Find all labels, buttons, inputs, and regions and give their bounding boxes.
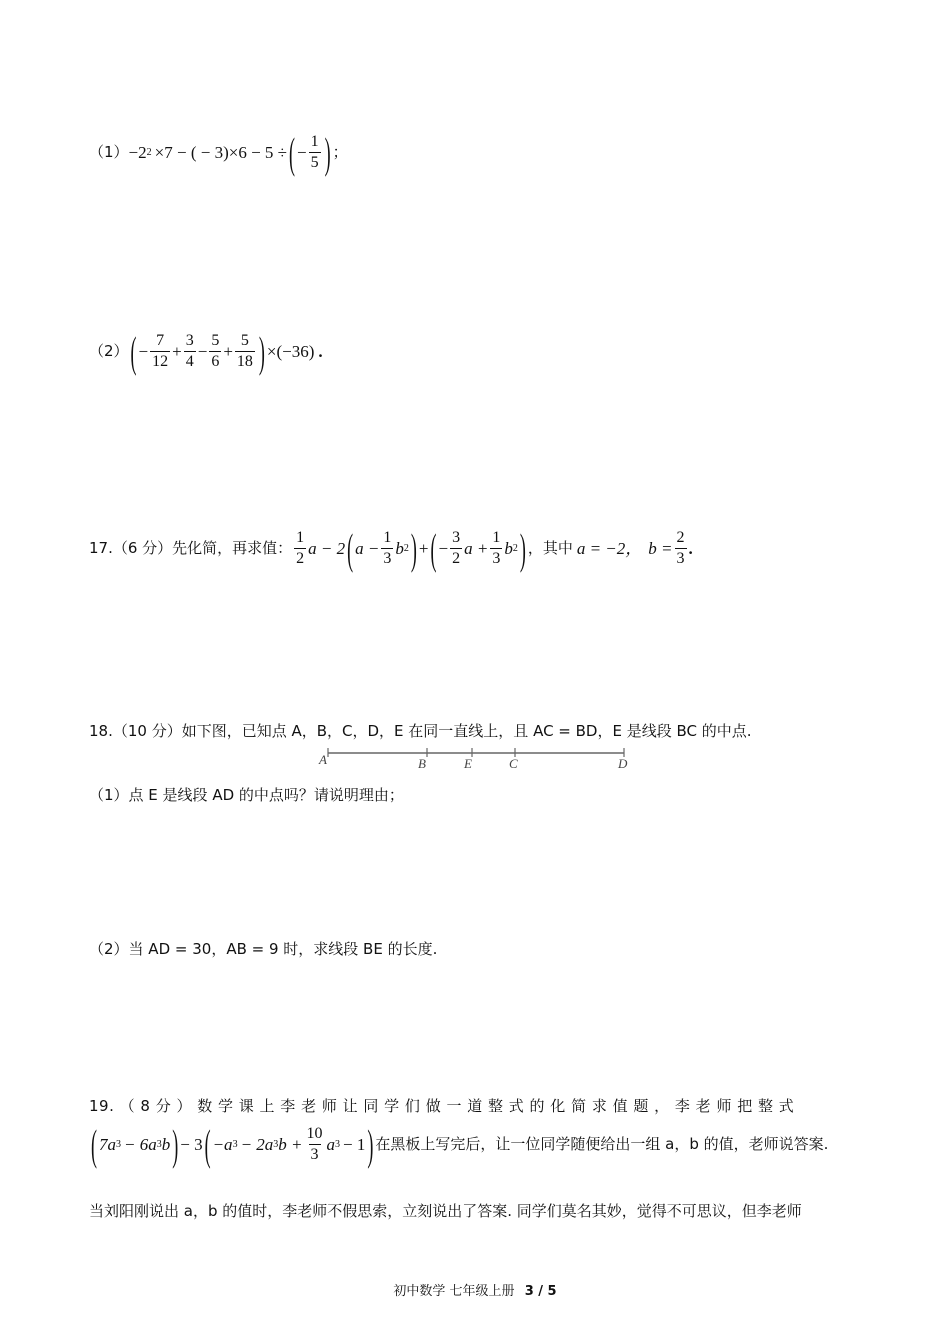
fraction-3: $\frac{3}{2}$ bbox=[452, 529, 461, 567]
minus-sign: − bbox=[438, 539, 449, 558]
minus-sign: − bbox=[296, 143, 307, 162]
var-b: b bbox=[395, 539, 404, 558]
exponent: 3 bbox=[335, 1138, 341, 1150]
expr-term: − 2a bbox=[240, 1135, 274, 1154]
condition-intro: ，其中 bbox=[527, 539, 573, 557]
point-label-c: C bbox=[509, 756, 518, 770]
condition-a: a = −2， bbox=[576, 539, 643, 558]
right-paren: ) bbox=[324, 128, 331, 177]
question-18-part-1: （1）点 E 是线段 AD 的中点吗？请说明理由； bbox=[89, 786, 404, 804]
tail-expr: ×(−36) bbox=[266, 342, 315, 361]
point-label-a: A bbox=[319, 752, 327, 767]
question-17 bbox=[89, 524, 693, 573]
expr-b: ×7 − ( − 3)×6 − 5 ÷ bbox=[154, 143, 287, 162]
right-paren: ) bbox=[367, 1120, 374, 1169]
fraction-5: $\frac{2}{3}$ bbox=[676, 529, 685, 567]
question-18-head: 18.（10 分）如下图，已知点 A，B，C，D，E 在同一直线上，且 AC = BD，E 是线段 BC 的中点. bbox=[89, 722, 752, 740]
fraction: $\frac{10}{3}$ bbox=[306, 1125, 323, 1163]
part-label: （2） bbox=[89, 342, 129, 360]
operator: + bbox=[223, 342, 233, 361]
end-punct: . bbox=[688, 539, 693, 558]
question-16-part-2 bbox=[89, 327, 323, 376]
page-footer bbox=[0, 1280, 950, 1299]
exponent: 3 bbox=[116, 1138, 121, 1150]
right-paren: ) bbox=[172, 1120, 179, 1169]
expr-term: − 3 bbox=[180, 1135, 203, 1154]
question-19-line-2 bbox=[89, 1120, 829, 1169]
end-punct: ； bbox=[332, 143, 348, 161]
right-paren: ) bbox=[519, 524, 526, 573]
expr-part: a + bbox=[464, 539, 489, 558]
fraction-1: $\frac{7}{12}$ bbox=[152, 332, 169, 370]
exponent: 2 bbox=[146, 146, 152, 158]
question-18-part-2: （2）当 AD = 30，AB = 9 时，求线段 BE 的长度. bbox=[89, 940, 438, 958]
expr-term: −a bbox=[212, 1135, 233, 1154]
exponent: 2 bbox=[512, 542, 518, 554]
fraction-3: $\frac{5}{6}$ bbox=[211, 332, 220, 370]
expr-part: a − bbox=[355, 539, 380, 558]
expr-term: − 6a bbox=[124, 1135, 157, 1154]
end-punct: . bbox=[318, 342, 323, 361]
line-segment-figure bbox=[316, 748, 636, 770]
expr-part: a − 2 bbox=[308, 539, 346, 558]
exponent: 3 bbox=[273, 1138, 279, 1150]
line-2-text: 在黑板上写完后，让一位同学随便给出一组 a，b 的值，老师说答案. bbox=[375, 1135, 829, 1153]
right-paren: ) bbox=[258, 327, 265, 376]
expr-term: b bbox=[161, 1135, 171, 1154]
question-head: 17.（6 分）先化简，再求值： bbox=[89, 539, 293, 557]
operator: + bbox=[172, 342, 182, 361]
expr-term: b + bbox=[278, 1135, 303, 1154]
footer-text: 初中数学 七年级上册 bbox=[393, 1284, 515, 1299]
expr-term: 7a bbox=[99, 1135, 116, 1154]
plus-sign: + bbox=[418, 539, 429, 558]
left-paren: ( bbox=[91, 1120, 97, 1169]
exponent: 3 bbox=[232, 1138, 238, 1150]
fraction-4: $\frac{1}{3}$ bbox=[492, 529, 501, 567]
operator: − bbox=[197, 342, 208, 361]
question-19-line-3: 当刘阳刚说出 a，b 的值时，李老师不假思索，立刻说出了答案. 同学们莫名其妙，觉得不可思议，但李老师 bbox=[89, 1202, 802, 1220]
expr-a: −2 bbox=[128, 143, 147, 162]
exponent: 2 bbox=[403, 542, 409, 554]
left-paren: ( bbox=[347, 524, 354, 573]
var-b: b bbox=[504, 539, 513, 558]
exponent: 3 bbox=[156, 1138, 162, 1150]
left-paren: ( bbox=[130, 327, 137, 376]
fraction-4: $\frac{5}{18}$ bbox=[236, 332, 253, 370]
fraction-1: $\frac{1}{2}$ bbox=[296, 529, 305, 567]
page-number: 3 / 5 bbox=[524, 1284, 557, 1299]
left-paren: ( bbox=[430, 524, 437, 573]
left-paren: ( bbox=[288, 128, 295, 177]
question-19-line-1: 19. （ 8 分 ） 数 学 课 上 李 老 师 让 同 学 们 做 一 道 整 式 的 化 简 求 值 题 ， 李 老 师 把 整 式 bbox=[89, 1097, 795, 1115]
question-16-part-1 bbox=[89, 128, 348, 177]
expr-term: a bbox=[326, 1135, 336, 1154]
point-label-e: E bbox=[464, 756, 472, 770]
condition-b: b = bbox=[648, 539, 673, 558]
expr-term: − 1 bbox=[343, 1135, 366, 1154]
fraction-2: $\frac{1}{3}$ bbox=[383, 529, 392, 567]
fraction: $\frac{1}{5}$ bbox=[310, 133, 319, 171]
part-label: （1） bbox=[89, 143, 129, 161]
point-label-b: B bbox=[418, 756, 426, 770]
right-paren: ) bbox=[410, 524, 417, 573]
left-paren: ( bbox=[204, 1120, 211, 1169]
point-label-d: D bbox=[618, 756, 628, 770]
fraction-2: $\frac{3}{4}$ bbox=[185, 332, 194, 370]
minus-sign: − bbox=[138, 342, 149, 361]
